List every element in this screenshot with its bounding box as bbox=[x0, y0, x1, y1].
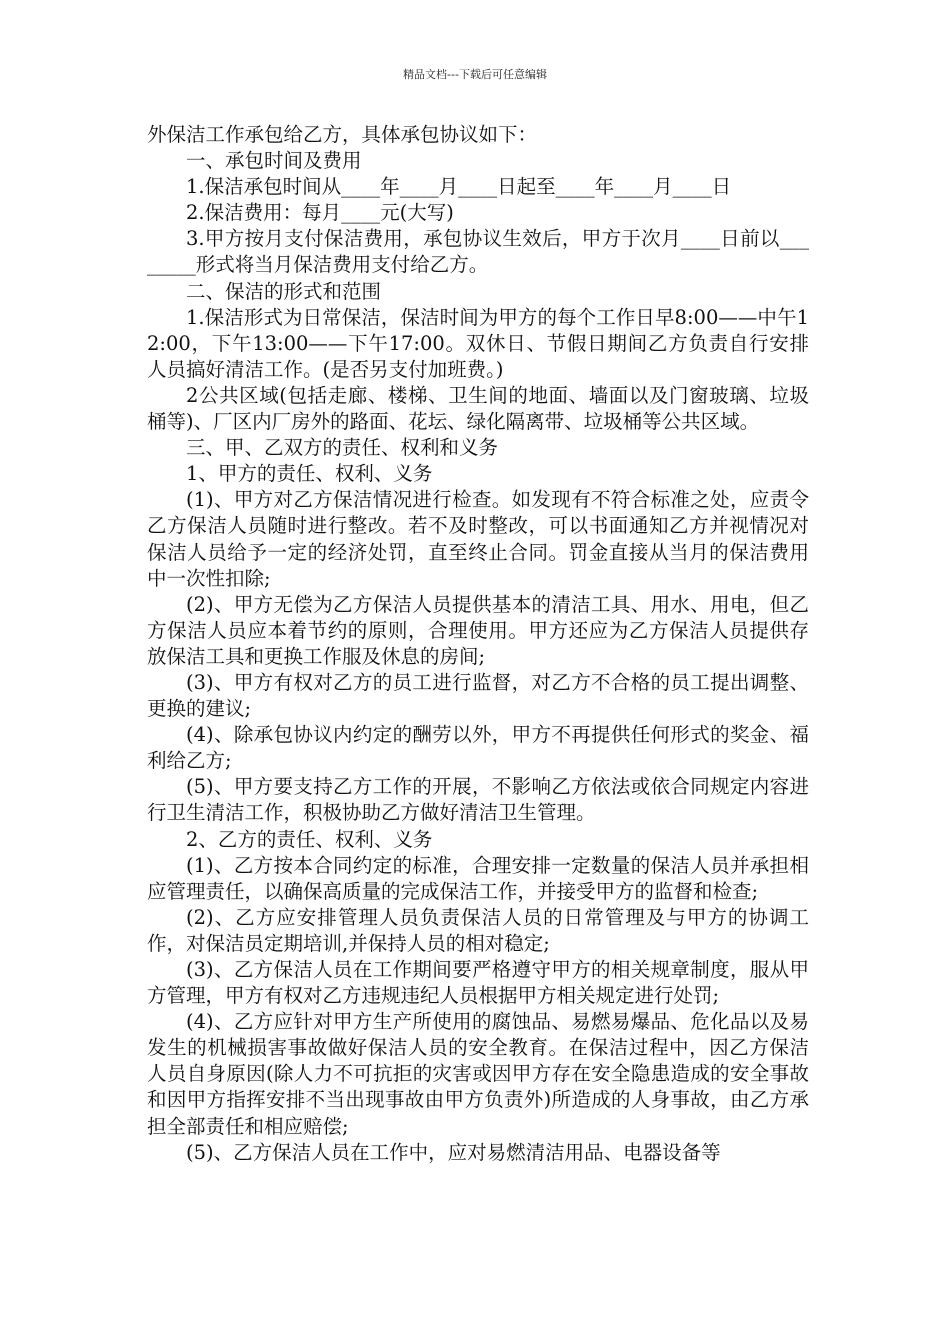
document-paragraph: (2)、乙方应安排管理人员负责保洁人员的日常管理及与甲方的协调工作，对保洁员定期培训,并保持人员的相对稳定; bbox=[147, 905, 809, 955]
document-paragraph: 3.甲方按月支付保洁费用，承包协议生效后，甲方于次月____日前以________形式将当月保洁费用支付给乙方。 bbox=[147, 227, 809, 277]
document-paragraph: 二、保洁的形式和范围 bbox=[186, 279, 382, 303]
document-paragraph: (4)、除承包协议内约定的酬劳以外，甲方不再提供任何形式的奖金、福利给乙方; bbox=[147, 723, 809, 773]
page-header: 精品文档---下载后可任意编辑 bbox=[403, 68, 547, 81]
document-paragraph: 2、乙方的责任、权利、义务 bbox=[186, 827, 433, 851]
document-paragraph: 1.保洁承包时间从____年____月____日起至____年____月____日 bbox=[186, 175, 732, 199]
document-paragraph: (5)、甲方要支持乙方工作的开展，不影响乙方依法或依合同规定内容进行卫生清洁工作，积极协助乙方做好清洁卫生管理。 bbox=[147, 775, 809, 825]
document-paragraph: (1)、甲方对乙方保洁情况进行检查。如发现有不符合标准之处，应责令乙方保洁人员随时进行整改。若不及时整改，可以书面通知乙方并视情况对保洁人员给予一定的经济处罚，直至终止合同。罚金直接从当月的保洁费用中一次性扣除; bbox=[147, 488, 809, 590]
document-paragraph: 三、甲、乙双方的责任、权利和义务 bbox=[186, 436, 499, 460]
document-paragraph: (5)、乙方保洁人员在工作中，应对易燃清洁用品、电器设备等 bbox=[186, 1140, 721, 1164]
document-paragraph: (3)、乙方保洁人员在工作期间要严格遵守甲方的相关规章制度，服从甲方管理，甲方有权对乙方违规违纪人员根据甲方相关规定进行处罚; bbox=[147, 958, 809, 1008]
document-paragraph: 1、甲方的责任、权利、义务 bbox=[186, 462, 433, 486]
document-paragraph: (2)、甲方无偿为乙方保洁人员提供基本的清洁工具、用水、用电，但乙方保洁人员应本着节约的原则，合理使用。甲方还应为乙方保洁人员提供存放保洁工具和更换工作服及休息的房间; bbox=[147, 592, 809, 668]
document-paragraph: 一、承包时间及费用 bbox=[186, 149, 362, 173]
document-paragraph: (1)、乙方按本合同约定的标准，合理安排一定数量的保洁人员并承担相应管理责任，以确保高质量的完成保洁工作，并接受甲方的监督和检查; bbox=[147, 853, 809, 903]
document-paragraph: 1.保洁形式为日常保洁，保洁时间为甲方的每个工作日早8:00——中午12:00，下午13:00——下午17:00。双休日、节假日期间乙方负责自行安排人员搞好清洁工作。(是否另支付加班费。) bbox=[147, 305, 809, 381]
document-paragraph: (4)、乙方应针对甲方生产所使用的腐蚀品、易燃易爆品、危化品以及易发生的机械损害事故做好保洁人员的安全教育。在保洁过程中，因乙方保洁人员自身原因(除人力不可抗拒的灾害或因甲方存在安全隐患造成的安全事故和因甲方指挥安排不当出现事故由甲方负责外)所造成的人身事故，由乙方承担全部责任和相应赔偿; bbox=[147, 1010, 809, 1138]
document-paragraph: (3)、甲方有权对乙方的员工进行监督，对乙方不合格的员工提出调整、更换的建议; bbox=[147, 670, 809, 721]
document-body bbox=[147, 122, 809, 1166]
document-paragraph: 2公共区域(包括走廊、楼梯、卫生间的地面、墙面以及门窗玻璃、垃圾桶等)、厂区内厂房外的路面、花坛、绿化隔离带、垃圾桶等公共区域。 bbox=[147, 383, 809, 434]
document-paragraph: 外保洁工作承包给乙方，具体承包协议如下： bbox=[147, 123, 538, 146]
document-paragraph: 2.保洁费用：每月____元(大写) bbox=[186, 201, 454, 225]
